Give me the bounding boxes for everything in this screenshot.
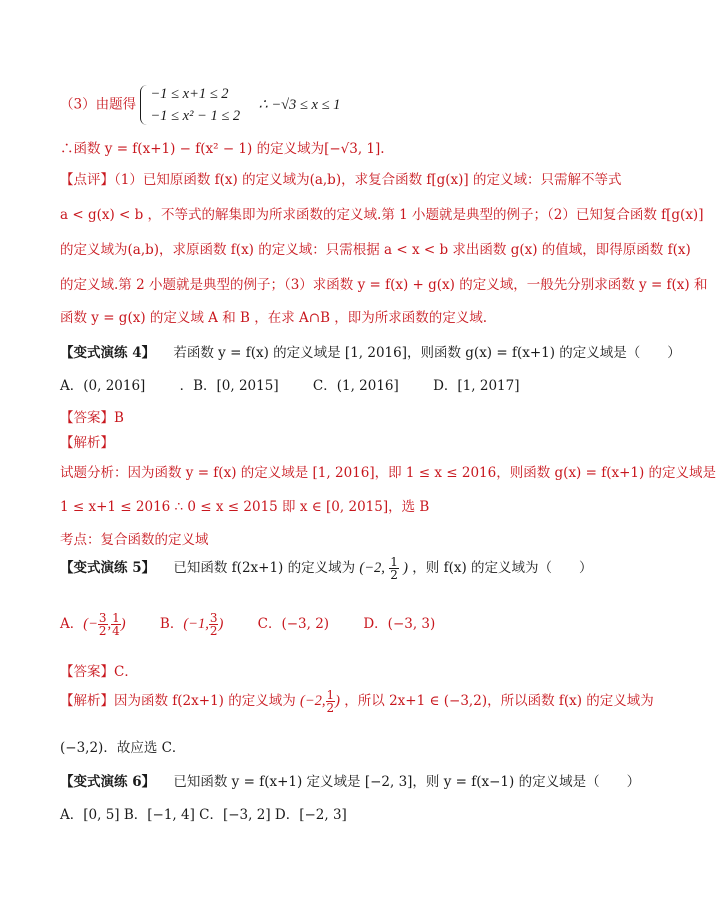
- ex5-interval-left: (−2,: [359, 560, 385, 576]
- ex4-analysis-title: 【解析】: [60, 435, 114, 451]
- ex5-option-d: D．(−3, 3): [363, 616, 436, 632]
- ex5-fraction: $\frac{1}{2}$: [390, 555, 398, 582]
- ex4-answer: 【答案】B: [60, 410, 124, 426]
- ex4-question-row: [60, 341, 681, 361]
- ex6-title: 【变式演练 6】: [60, 774, 156, 790]
- system-line-2: −1 ≤ x² − 1 ≤ 2: [150, 108, 241, 124]
- ex5-answer: 【答案】C．: [60, 664, 138, 680]
- ex5-option-c: C．(−3, 2): [257, 616, 330, 632]
- comment-line-4: 的定义域.第 2 小题就是典型的例子；（3）求函数 y = f(x) + g(x) 的定义域，一般先分别求函数 y = f(x) 和: [60, 277, 708, 293]
- part3-result: ∴ −√3 ≤ x ≤ 1: [258, 96, 341, 113]
- conclusion: ∴函数 y = f(x+1) − f(x² − 1) 的定义域为[−√3, 1].: [60, 141, 385, 157]
- ex4-title: 【变式演练 4】: [60, 345, 156, 361]
- comment-line-3: 的定义域为(a,b)，求原函数 f(x) 的定义域：只需根据 a < x < b 求出函数 g(x) 的值域，即得原函数 f(x): [60, 242, 691, 258]
- ex4-analysis-line-2: 1 ≤ x+1 ≤ 2016 ∴ 0 ≤ x ≤ 2015 即 x ∈ [0, 2015]，选 B: [60, 499, 430, 515]
- ex5-analysis-fraction: $\frac{1}{2}$: [326, 688, 335, 715]
- ex5-option-a: A．(− $\frac{3}{2}$ , $\frac{1}{4}$ ): [60, 611, 126, 638]
- inequality-system: [140, 83, 240, 127]
- ex4-option-c: C．(1, 2016]: [312, 378, 399, 394]
- ex6-question: 已知函数 y = f(x+1) 定义域是 [−2, 3]，则 y = f(x−1) 的定义域是（ ）: [173, 774, 641, 790]
- part3-label: （3）由题得: [60, 96, 137, 113]
- ex5-analysis-line-2: (−3,2)．故应选 C．: [60, 740, 186, 756]
- comment-line-5: 函数 y = g(x) 的定义域 A 和 B ，在求 A∩B ，即为所求函数的定义域.: [60, 310, 488, 326]
- comment-line-1: 【点评】（1）已知原函数 f(x) 的定义域为(a,b)，求复合函数 f[g(x)] 的定义域：只需解不等式: [60, 172, 622, 188]
- system-line-1: −1 ≤ x+1 ≤ 2: [150, 86, 229, 102]
- ex5-analysis-post: ，所以 2x+1 ∈ (−3,2)，所以函数 f(x) 的定义域为: [344, 693, 654, 709]
- ex4-option-b: ．B．[0, 2015]: [179, 378, 279, 394]
- ex5-analysis-row: 【解析】因为函数 f(2x+1) 的定义域为 (−2, $\frac{1}{2}$ ) ，所以 2x+1 ∈ (−3,2)，所以函数 f(x) 的定义域为: [60, 688, 654, 715]
- ex5-interval-right: ): [403, 560, 408, 576]
- comment-line-2: a < g(x) < b ，不等式的解集即为所求函数的定义域.第 1 小题就是典型的例子；（2）已知复合函数 f[g(x)]: [60, 207, 704, 223]
- ex5-options: [60, 612, 465, 637]
- ex5-analysis-pre: 【解析】因为函数 f(2x+1) 的定义域为: [60, 693, 296, 709]
- ex5-question-row: [60, 556, 593, 581]
- ex5-question-post: ，则 f(x) 的定义域为（ ）: [412, 560, 593, 576]
- ex4-question: 若函数 y = f(x) 的定义域是 [1, 2016]，则函数 g(x) = f(x+1) 的定义域是（ ）: [173, 345, 681, 361]
- ex6-question-row: [60, 770, 640, 790]
- ex4-option-d: D．[1, 2017]: [433, 378, 520, 394]
- ex5-option-b: B．(−1, $\frac{3}{2}$ ): [159, 611, 224, 638]
- ex4-kaodian: 考点：复合函数的定义域: [60, 532, 209, 548]
- ex5-title: 【变式演练 5】: [60, 560, 156, 576]
- ex5-question-pre: 已知函数 f(2x+1) 的定义域为: [173, 560, 356, 576]
- ex4-option-a: A．(0, 2016]: [60, 378, 146, 394]
- ex6-options: A．[0, 5] B．[−1, 4] C．[−3, 2] D．[−2, 3]: [60, 807, 347, 823]
- part3-row: [60, 83, 340, 127]
- ex4-analysis-line-1: 试题分析：因为函数 y = f(x) 的定义域是 [1, 2016]，即 1 ≤ x ≤ 2016，则函数 g(x) = f(x+1) 的定义域是: [60, 465, 716, 481]
- ex4-options: [60, 374, 549, 394]
